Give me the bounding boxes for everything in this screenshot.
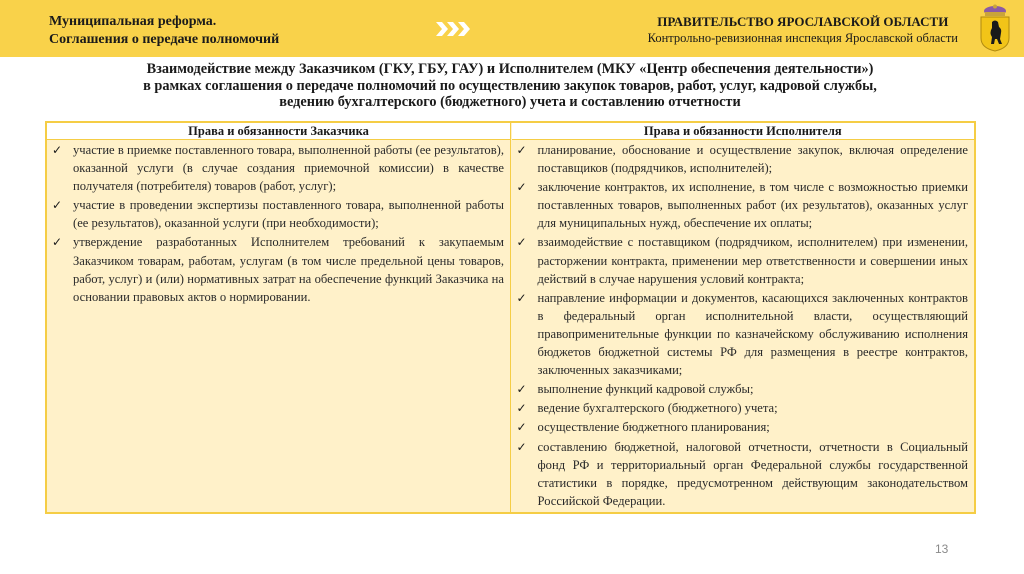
customer-column-header: Права и обязанности Заказчика [47, 123, 510, 140]
list-item-text: участие в проведении экспертизы поставленного товара, выполненной работы (ее результатов), оказанной услуги (при необходимости); [73, 198, 504, 231]
list-item [512, 232, 975, 287]
list-item-text: взаимодействие с поставщиком (подрядчиком, исполнителем) при изменении, расторжении контракта, применении мер ответственности и совершении иных действий в случае нарушения условий контракта; [537, 235, 968, 286]
slide-header [0, 0, 1024, 57]
list-item [47, 232, 510, 305]
list-item-text: участие в приемке поставленного товара, выполненной работы (ее результатов), оказанной услуги (в случае создания приемочной комиссии) в качестве получателя (потребителя) товаров (работ, услуг); [73, 143, 504, 194]
customer-duties-list [47, 140, 510, 306]
slide-title-line3: ведению бухгалтерского (бюджетного) учета и составлению отчетности [279, 94, 741, 110]
list-item-text: заключение контрактов, их исполнение, в том числе с возможностью приемки поставленных товаров, выполненных работ (их результатов), оказанных услуг для муниципальных нужд, обеспечение их оплаты; [537, 180, 968, 231]
executor-duties-list [512, 140, 975, 510]
slide-title-line1: Взаимодействие между Заказчиком (ГКУ, ГБУ, ГАУ) и Исполнителем (МКУ «Центр обеспечения деятельности») [146, 61, 874, 77]
organization-name: ПРАВИТЕЛЬСТВО ЯРОСЛАВСКОЙ ОБЛАСТИ [657, 14, 949, 29]
checkmark-icon: ✓ [516, 401, 527, 416]
slide-title [40, 61, 980, 111]
checkmark-icon: ✓ [516, 439, 527, 454]
list-item-text: ведение бухгалтерского (бюджетного) учета; [537, 401, 778, 416]
coat-of-arms-icon [973, 4, 1017, 52]
slide-title-line2: в рамках соглашения о передаче полномочий по осуществлению закупок товаров, работ, услуг, кадровой службы, [143, 77, 877, 94]
list-item-text: выполнение функций кадровой службы; [537, 382, 754, 397]
responsibilities-table [45, 121, 976, 514]
section-title-line2: Соглашения о передаче полномочий [49, 32, 280, 47]
organization-block [648, 14, 958, 46]
list-item [512, 417, 975, 436]
list-item [47, 140, 510, 195]
list-item [512, 379, 975, 398]
list-item [512, 177, 975, 232]
page-number: 13 [935, 542, 949, 556]
checkmark-icon: ✓ [516, 235, 527, 250]
executor-column-header: Права и обязанности Исполнителя [512, 123, 975, 140]
list-item-text: осуществление бюджетного планирования; [537, 420, 770, 435]
list-item [512, 288, 975, 379]
list-item [512, 398, 975, 417]
checkmark-icon: ✓ [516, 290, 527, 305]
checkmark-icon: ✓ [52, 143, 63, 157]
executor-column [512, 123, 975, 512]
list-item-text: планирование, обоснование и осуществление закупок, включая определение поставщиков (подрядчиков, исполнителей); [537, 143, 968, 176]
list-item [512, 437, 975, 510]
checkmark-icon: ✓ [516, 382, 527, 397]
list-item-text: направление информации и документов, касающихся заключенных контрактов в федеральный орган исполнительной власти, осуществляющий правоприменительные функции по казначейскому обслуживанию исполнения бюджетов бюджетной системы РФ для размещения в реестре контрактов, заключенных заказчиками; [537, 290, 968, 378]
checkmark-icon: ✓ [516, 420, 527, 435]
checkmark-icon: ✓ [516, 143, 527, 157]
organization-subtitle: Контрольно-ревизионная инспекция Ярославской области [647, 31, 958, 45]
checkmark-icon: ✓ [52, 235, 63, 250]
customer-column [47, 123, 511, 512]
list-item [47, 195, 510, 232]
checkmark-icon: ✓ [516, 180, 527, 195]
section-title-line1: Муниципальная реформа. [49, 14, 217, 29]
list-item-text: утверждение разработанных Исполнителем требований к закупаемым Заказчиком товарам, работам, услугам (в том числе предельной цены товаров, работ, услуг) и (или) нормативных затрат на обеспечение функций Заказчика на основании правовых актов о нормировании. [73, 235, 504, 304]
triple-chevron-right-icon [436, 22, 470, 36]
list-item [512, 140, 975, 177]
list-item-text: составлению бюджетной, налоговой отчетности, отчетности в Социальный фонд РФ и территориальный орган Федеральной службы государственной статистики в порядке, предусмотренном действующим законодательством Российской Федерации. [537, 439, 968, 508]
checkmark-icon: ✓ [52, 198, 63, 213]
section-title [49, 13, 279, 49]
